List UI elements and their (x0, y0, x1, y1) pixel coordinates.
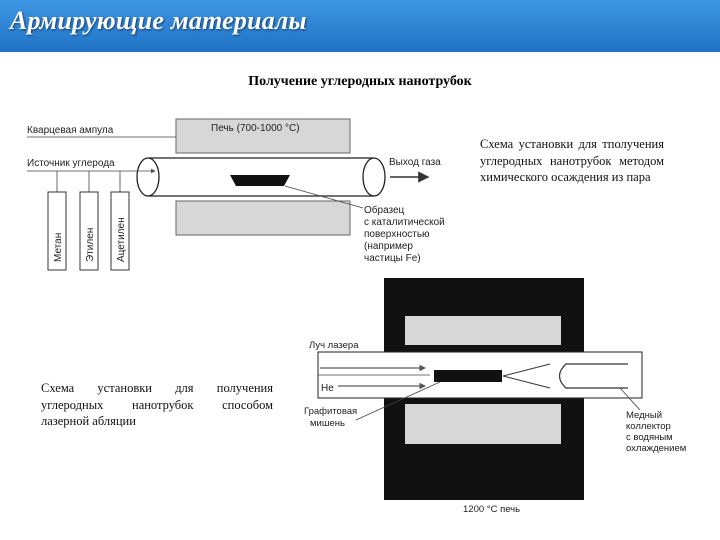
diagram-label: Графитовая (304, 406, 358, 417)
diagram-label: Ацетилен (116, 217, 127, 262)
copper-collector (560, 364, 629, 388)
cvd-caption: Схема установки для тполучения углеродных нанотрубок методом химического осаждения из пара (480, 137, 664, 184)
diagram-label: с водяным (626, 432, 673, 443)
diagram-label: мишень (310, 418, 345, 429)
laser-beam-label: Луч лазера (309, 340, 359, 351)
diagram-label: Образец (364, 205, 405, 216)
diagram-label: Этилен (85, 227, 96, 262)
diagram-label: поверхностью (364, 229, 430, 240)
laser-diagram (304, 278, 686, 515)
laser-furnace-inner-top (405, 316, 561, 345)
gas-cylinder-methane (48, 192, 66, 270)
laser-furnace-inner-bottom (405, 404, 561, 444)
gas-cylinder-ethylene (80, 192, 98, 270)
gas-out-label: Выход газа (389, 157, 441, 168)
carbon-source-label: Источник углерода (27, 158, 115, 169)
catalyst-sample (230, 175, 290, 186)
diagram-label: Метан (53, 232, 64, 262)
diagram-label: частицы Fe) (364, 253, 421, 264)
diagram-label: с каталитической (364, 217, 445, 228)
diagram-label: Медный (626, 410, 663, 421)
cvd-diagram (27, 119, 445, 270)
gas-cylinder-acetylene (111, 192, 129, 270)
diagram-label: (например (364, 241, 413, 252)
he-label: He (321, 383, 334, 394)
diagram-label: охлаждением (626, 443, 687, 454)
collector-label (626, 410, 686, 454)
laser-caption: Схема установки для получения углеродных нанотрубок способом лазерной абляции (41, 381, 273, 428)
slide-subtitle: Получение углеродных нанотрубок (248, 74, 472, 89)
diagram-label: коллектор (626, 421, 671, 432)
page-title: Армирующие материалы (10, 6, 307, 35)
quartz-label: Кварцевая ампула (27, 125, 114, 136)
graphite-target (434, 370, 502, 382)
furnace-bottom (176, 201, 350, 235)
laser-furnace-label: 1200 °С печь (463, 504, 521, 515)
furnace-label: Печь (700-1000 °С) (211, 123, 300, 134)
sample-label (364, 204, 445, 264)
graphite-target-label (304, 406, 357, 429)
